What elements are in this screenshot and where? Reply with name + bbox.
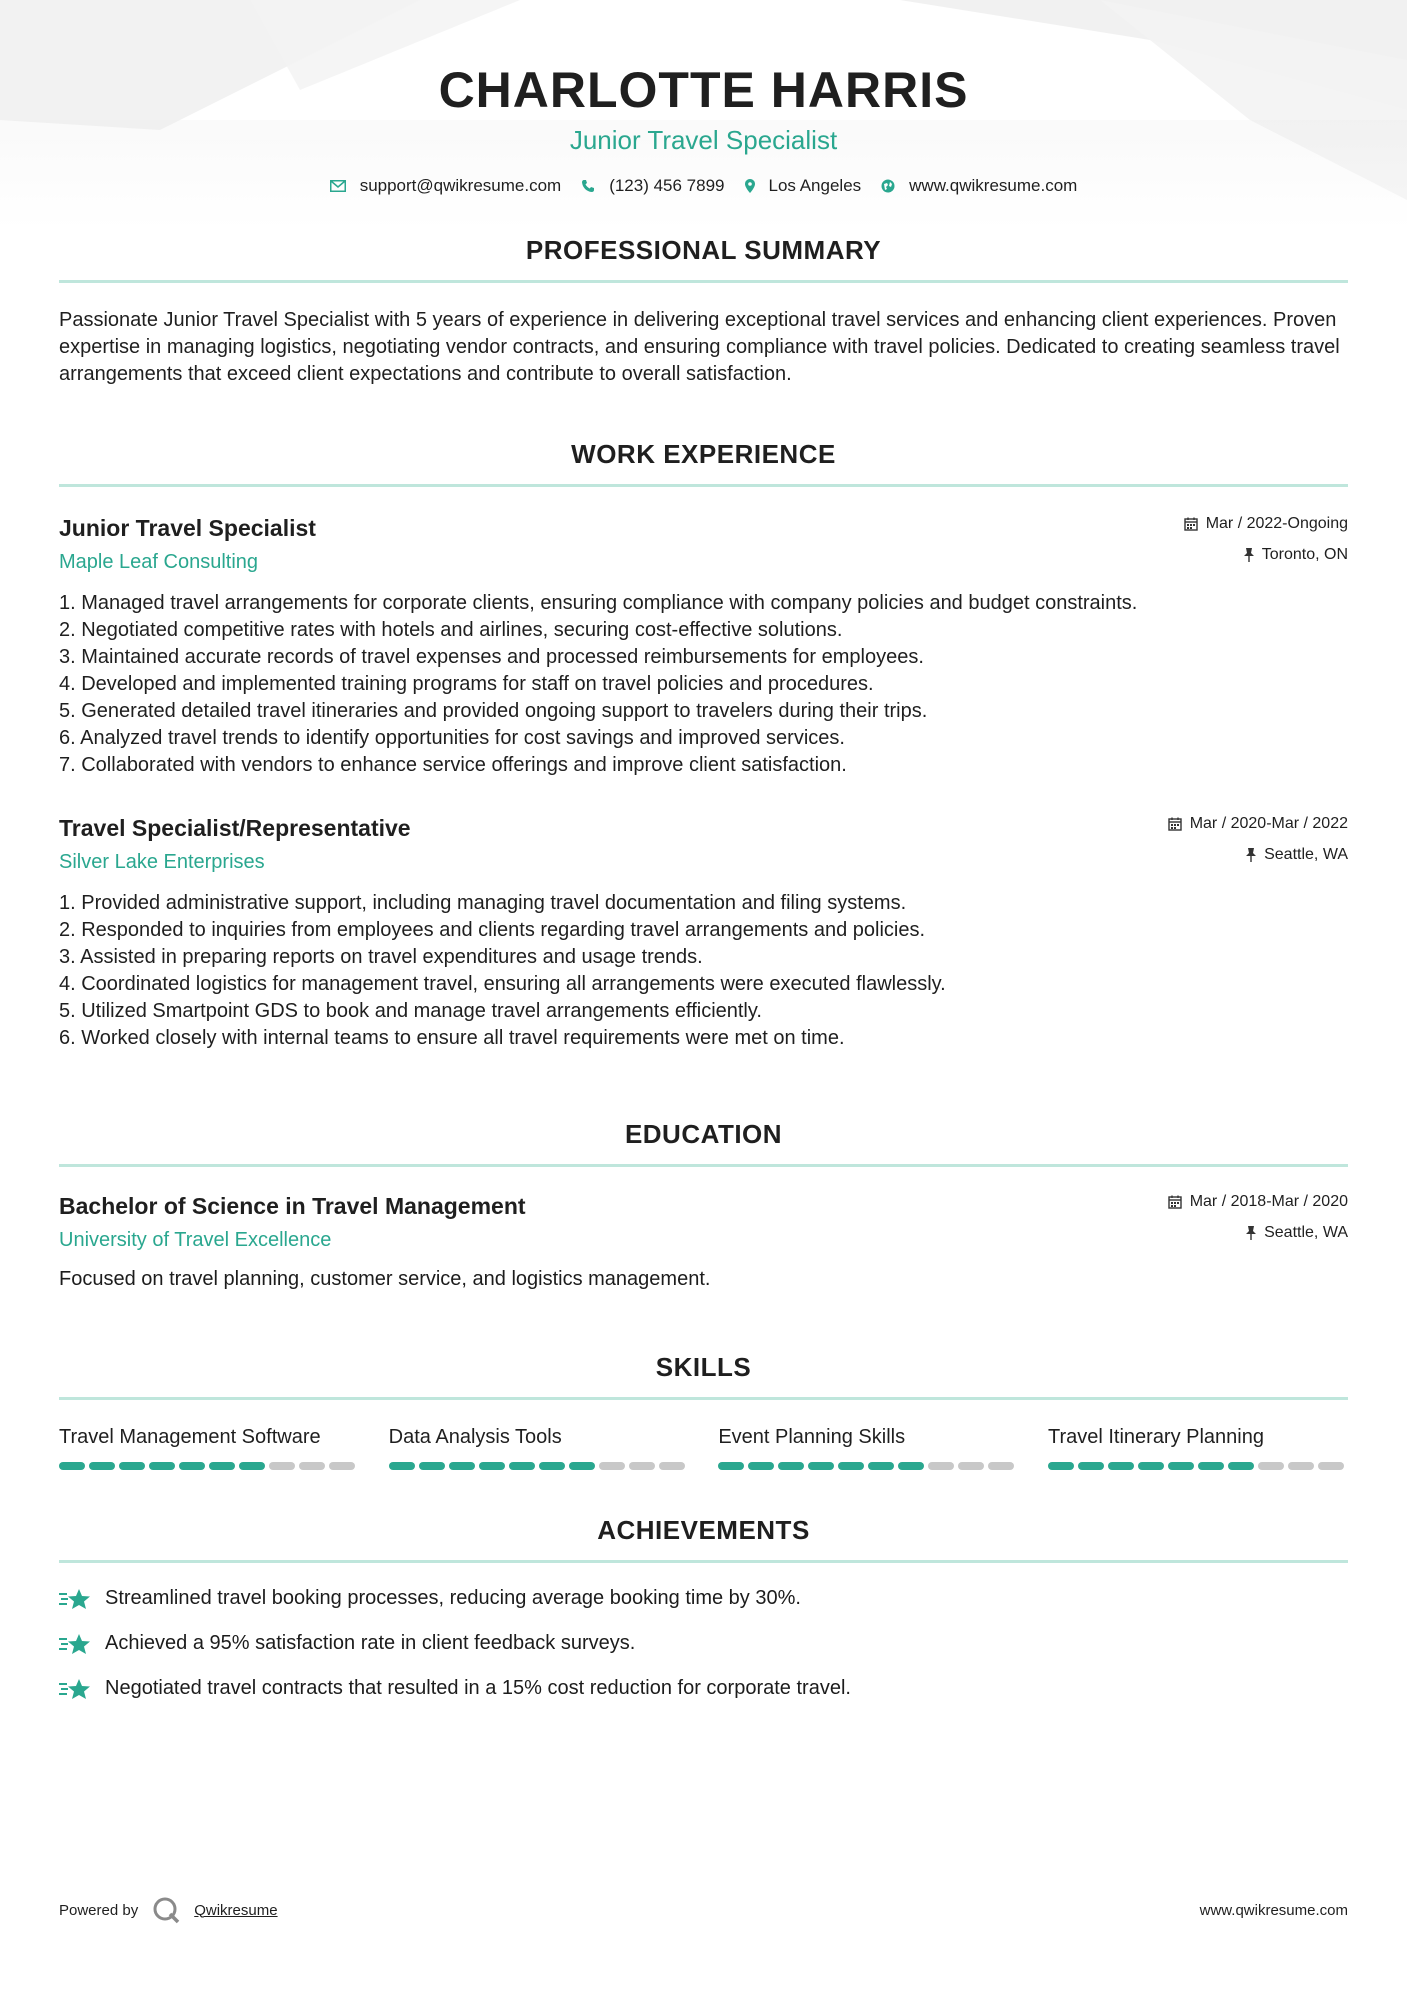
skill-segment-filled <box>838 1462 864 1470</box>
skill-segment-empty <box>1288 1462 1314 1470</box>
candidate-title: Junior Travel Specialist <box>569 125 838 155</box>
list-item: 3. Assisted in preparing reports on travel expenditures and usage trends. <box>59 946 703 968</box>
skill-segment-empty <box>299 1462 325 1470</box>
list-item: 5. Utilized Smartpoint GDS to book and manage travel arrangements efficiently. <box>59 1000 762 1022</box>
powered-by-label: Powered by <box>59 1901 139 1919</box>
skill-segment-filled <box>59 1462 85 1470</box>
list-item: 6. Analyzed travel trends to identify opportunities for cost savings and improved services. <box>59 727 845 749</box>
resume-header <box>59 0 1348 196</box>
achievement-text: Achieved a 95% satisfaction rate in client feedback surveys. <box>105 1632 636 1654</box>
achievements-section <box>59 1514 1348 1702</box>
skill-level-bar <box>718 1462 1018 1470</box>
skill-item <box>59 1424 359 1470</box>
list-item: 1. Provided administrative support, including managing travel documentation and filing systems. <box>59 892 907 914</box>
skill-segment-filled <box>449 1462 475 1470</box>
skill-segment-filled <box>149 1462 175 1470</box>
contact-bar <box>59 176 1348 196</box>
skills-list <box>59 1424 1348 1470</box>
school-name: University of Travel Excellence <box>59 1229 332 1251</box>
job-location: Seattle, WA <box>1264 846 1348 863</box>
skill-item <box>389 1424 689 1470</box>
achievement-text: Streamlined travel booking processes, reducing average booking time by 30%. <box>105 1587 801 1609</box>
skills-heading: SKILLS <box>655 1352 752 1382</box>
list-item: 3. Maintained accurate records of travel expenses and processed reimbursements for employees. <box>59 646 924 668</box>
achievement-text: Negotiated travel contracts that resulted in a 15% cost reduction for corporate travel. <box>105 1677 851 1699</box>
skill-level-bar <box>59 1462 359 1470</box>
list-item <box>59 1675 1348 1702</box>
globe-icon <box>881 179 895 193</box>
website-text: www.qwikresume.com <box>909 176 1078 195</box>
brand-link[interactable]: Qwikresume <box>194 1901 278 1919</box>
phone-icon <box>581 179 595 193</box>
job-role: Junior Travel Specialist <box>59 515 316 541</box>
skill-segment-filled <box>179 1462 205 1470</box>
pushpin-icon <box>1244 548 1254 562</box>
skill-segment-empty <box>1258 1462 1284 1470</box>
skill-segment-filled <box>119 1462 145 1470</box>
skill-segment-filled <box>1228 1462 1254 1470</box>
job-bullets <box>59 590 1348 779</box>
education-dates: Mar / 2018-Mar / 2020 <box>1189 1193 1348 1210</box>
pushpin-icon <box>1246 1226 1256 1240</box>
list-item: 4. Developed and implemented training programs for staff on travel policies and procedures. <box>59 673 874 695</box>
map-pin-icon <box>745 179 755 193</box>
skill-name: Travel Itinerary Planning <box>1047 1426 1264 1448</box>
skill-level-bar <box>1048 1462 1348 1470</box>
section-divider <box>59 484 1348 487</box>
education-location: Seattle, WA <box>1264 1224 1348 1241</box>
skill-segment-empty <box>629 1462 655 1470</box>
skill-segment-filled <box>1108 1462 1134 1470</box>
job-dates: Mar / 2022-Ongoing <box>1205 515 1348 532</box>
job-entry <box>59 513 1348 779</box>
skill-segment-empty <box>988 1462 1014 1470</box>
list-item: 2. Negotiated competitive rates with hotels and airlines, securing cost-effective solutions. <box>59 619 843 641</box>
section-divider <box>59 1560 1348 1563</box>
star-icon <box>59 1677 91 1701</box>
contact-location <box>745 176 862 196</box>
skill-segment-filled <box>479 1462 505 1470</box>
summary-heading: PROFESSIONAL SUMMARY <box>525 235 882 265</box>
calendar-icon <box>1168 1195 1182 1209</box>
location-text: Los Angeles <box>768 176 862 195</box>
contact-email[interactable] <box>330 176 562 196</box>
list-item: 7. Collaborated with vendors to enhance service offerings and improve client satisfaction. <box>59 754 847 776</box>
skill-segment-empty <box>329 1462 355 1470</box>
experience-heading: WORK EXPERIENCE <box>571 439 836 469</box>
skill-segment-filled <box>539 1462 565 1470</box>
list-item <box>59 1630 1348 1657</box>
list-item <box>59 1585 1348 1612</box>
calendar-icon <box>1168 817 1182 831</box>
contact-phone[interactable] <box>581 176 724 196</box>
skill-segment-filled <box>239 1462 265 1470</box>
skill-segment-empty <box>1318 1462 1344 1470</box>
skill-name: Data Analysis Tools <box>388 1426 562 1448</box>
skill-segment-empty <box>958 1462 984 1470</box>
skill-segment-empty <box>659 1462 685 1470</box>
email-text: support@qwikresume.com <box>359 176 562 195</box>
page-footer <box>59 1896 1348 1924</box>
list-item: 4. Coordinated logistics for management travel, ensuring all arrangements were executed flawlessly. <box>59 973 946 995</box>
education-section <box>59 1118 1348 1293</box>
skill-segment-filled <box>808 1462 834 1470</box>
achievements-heading: ACHIEVEMENTS <box>597 1515 810 1545</box>
candidate-name: CHARLOTTE HARRIS <box>438 62 969 118</box>
skill-segment-filled <box>868 1462 894 1470</box>
achievements-list <box>59 1585 1348 1702</box>
summary-section <box>59 234 1348 388</box>
section-divider <box>59 1164 1348 1167</box>
skills-section <box>59 1351 1348 1470</box>
skill-segment-empty <box>928 1462 954 1470</box>
job-company: Silver Lake Enterprises <box>59 851 265 873</box>
experience-section <box>59 438 1348 1052</box>
education-entry <box>59 1191 1348 1293</box>
job-location: Toronto, ON <box>1261 546 1348 563</box>
skill-segment-empty <box>269 1462 295 1470</box>
job-role: Travel Specialist/Representative <box>59 815 411 841</box>
education-description: Focused on travel planning, customer service, and logistics management. <box>59 1268 711 1290</box>
skill-segment-empty <box>599 1462 625 1470</box>
skill-level-bar <box>389 1462 689 1470</box>
skill-segment-filled <box>1138 1462 1164 1470</box>
contact-website[interactable] <box>881 176 1077 196</box>
phone-text: (123) 456 7899 <box>609 176 725 195</box>
skill-segment-filled <box>1198 1462 1224 1470</box>
skill-segment-filled <box>389 1462 415 1470</box>
skill-segment-filled <box>419 1462 445 1470</box>
skill-segment-filled <box>748 1462 774 1470</box>
envelope-icon <box>330 180 346 192</box>
list-item: 2. Responded to inquiries from employees and clients regarding travel arrangements and policies. <box>59 919 926 941</box>
job-dates: Mar / 2020-Mar / 2022 <box>1189 815 1348 832</box>
qwikresume-logo-icon <box>152 1896 180 1924</box>
skill-segment-filled <box>1078 1462 1104 1470</box>
job-bullets <box>59 890 1348 1052</box>
summary-text: Passionate Junior Travel Specialist with 5 years of experience in delivering exceptional travel services and enhancing client experiences. Proven expertise in managing logistics, negotiating vendor contracts, and ensuring compliance with travel policies. Dedicated to creating seamless travel arrangements that exceed client expectations and contribute to overall satisfaction. <box>59 309 1340 385</box>
star-icon <box>59 1587 91 1611</box>
skill-item <box>1048 1424 1348 1470</box>
job-entry <box>59 813 1348 1052</box>
list-item: 1. Managed travel arrangements for corporate clients, ensuring compliance with company policies and budget constraints. <box>59 592 1138 614</box>
skill-segment-filled <box>898 1462 924 1470</box>
skill-segment-filled <box>89 1462 115 1470</box>
skill-segment-filled <box>509 1462 535 1470</box>
pushpin-icon <box>1246 848 1256 862</box>
job-company: Maple Leaf Consulting <box>59 551 259 573</box>
education-heading: EDUCATION <box>624 1119 783 1149</box>
footer-website-link[interactable]: www.qwikresume.com <box>1199 1901 1348 1919</box>
star-icon <box>59 1632 91 1656</box>
skill-segment-filled <box>718 1462 744 1470</box>
skill-segment-filled <box>209 1462 235 1470</box>
skill-segment-filled <box>1168 1462 1194 1470</box>
skill-segment-filled <box>1048 1462 1074 1470</box>
skill-item <box>718 1424 1018 1470</box>
skill-name: Event Planning Skills <box>718 1426 906 1448</box>
skill-name: Travel Management Software <box>59 1426 321 1448</box>
list-item: 5. Generated detailed travel itineraries and provided ongoing support to travelers during their trips. <box>59 700 928 722</box>
section-divider <box>59 1397 1348 1400</box>
skill-segment-filled <box>569 1462 595 1470</box>
calendar-icon <box>1184 517 1198 531</box>
section-divider <box>59 280 1348 283</box>
degree-title: Bachelor of Science in Travel Management <box>59 1193 526 1219</box>
skill-segment-filled <box>778 1462 804 1470</box>
list-item: 6. Worked closely with internal teams to ensure all travel requirements were met on time. <box>59 1027 845 1049</box>
